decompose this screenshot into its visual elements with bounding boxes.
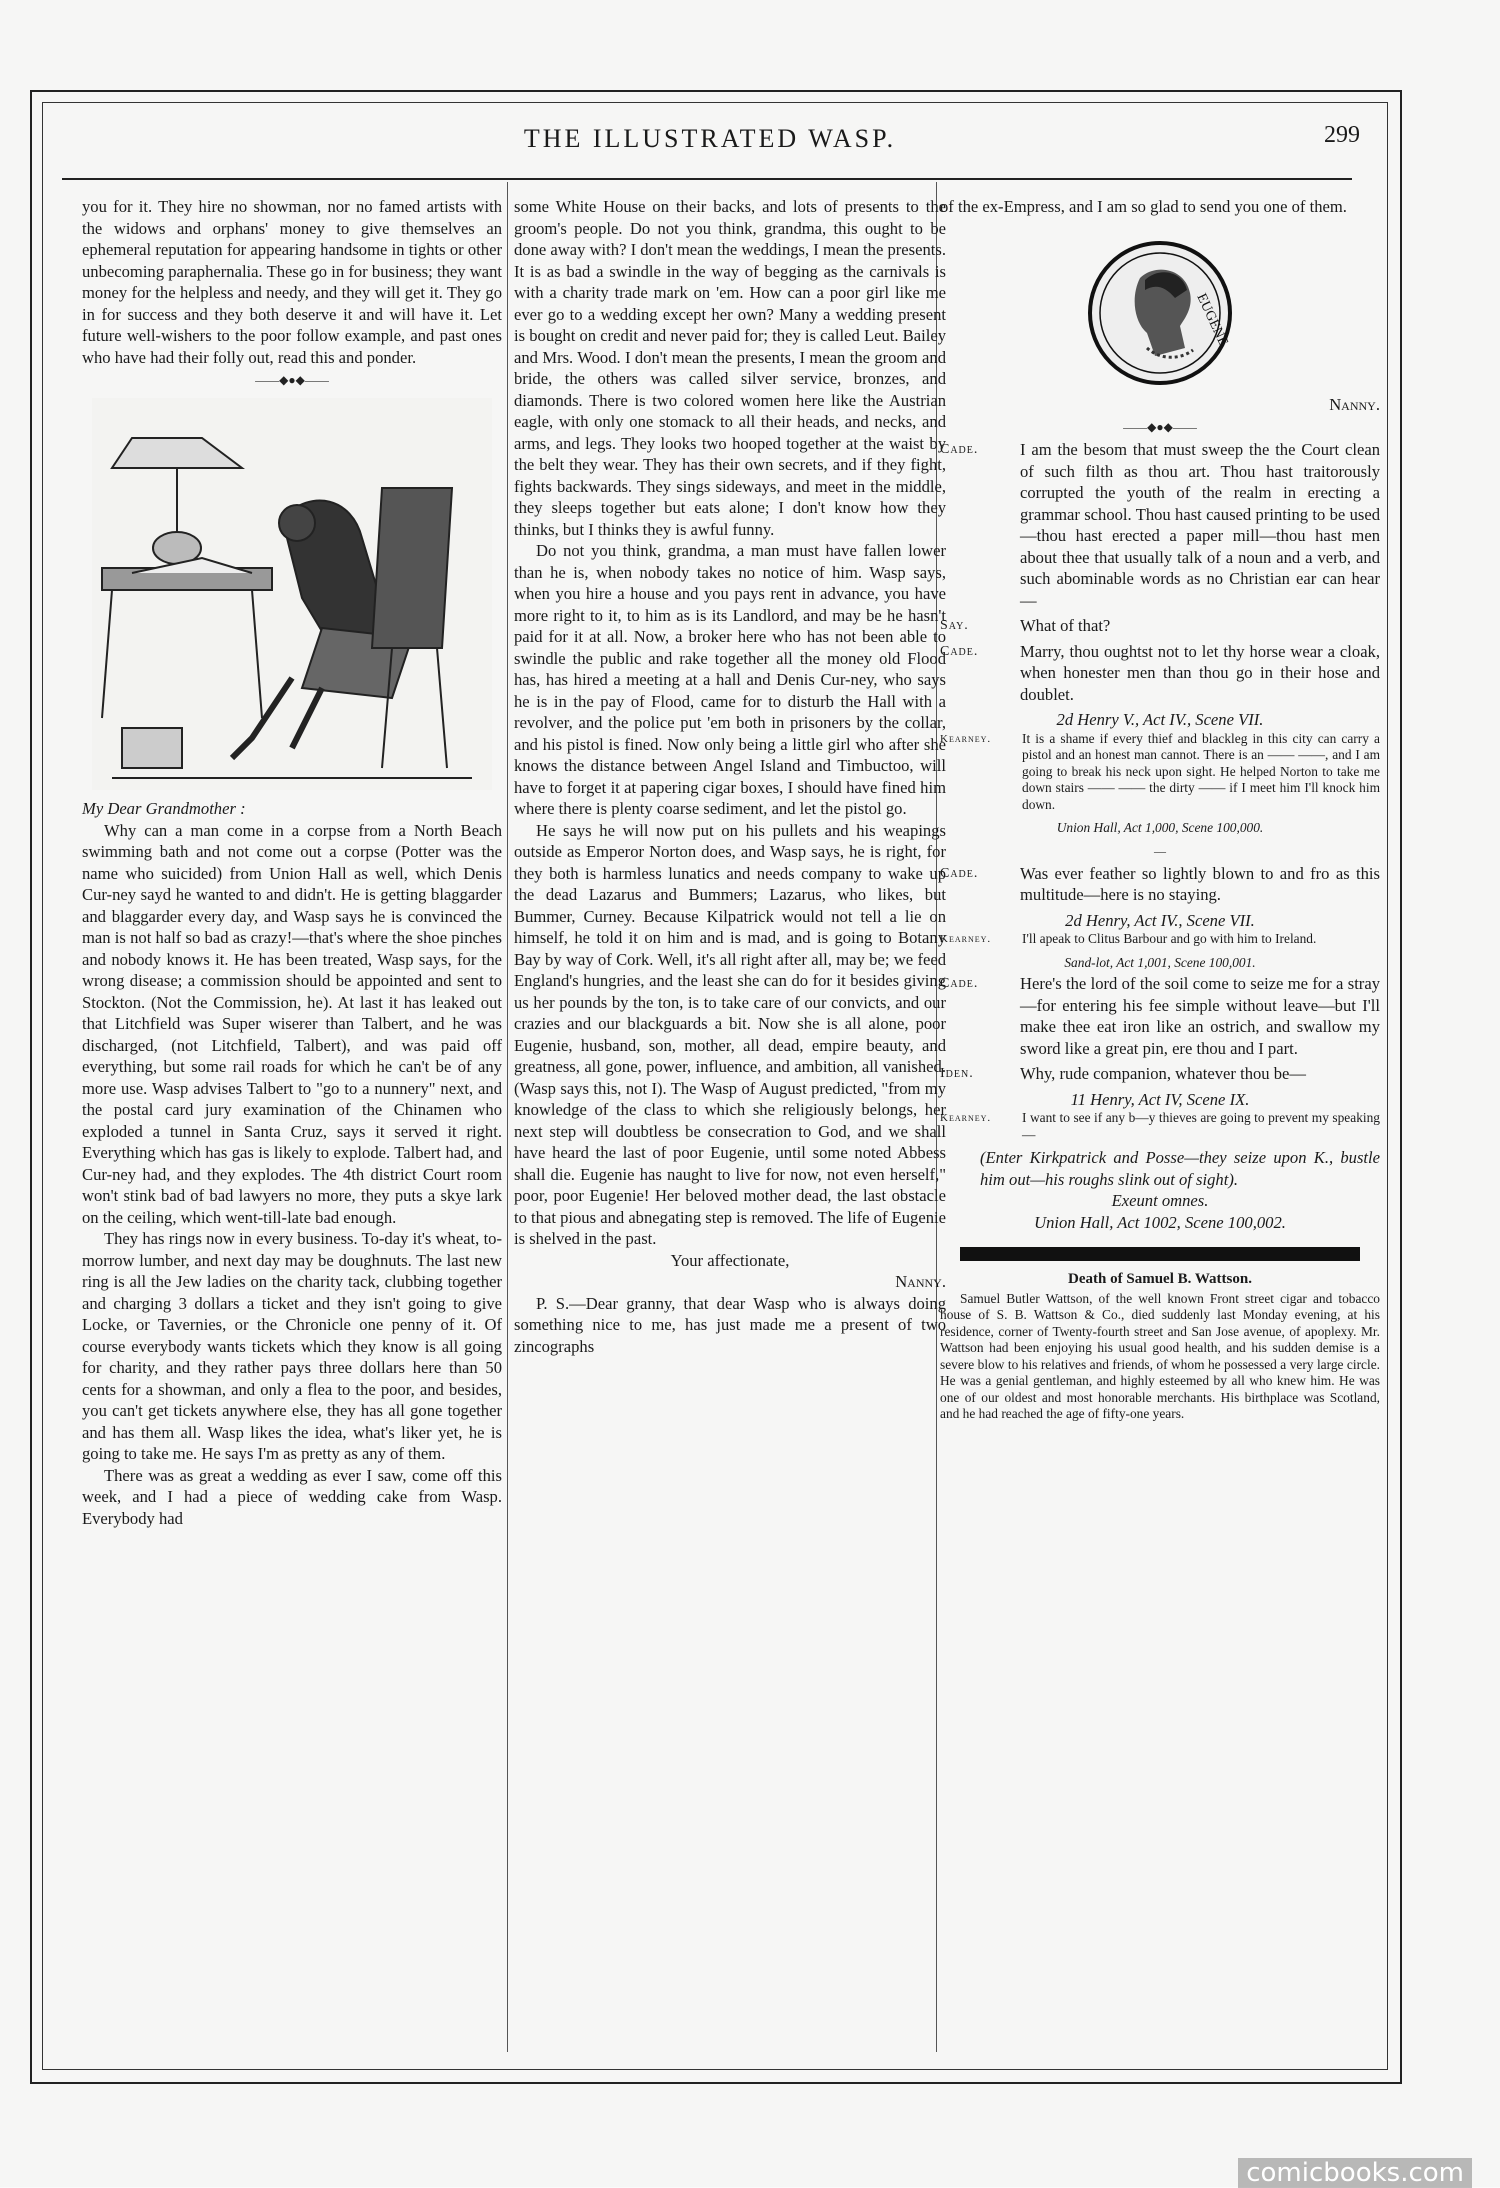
speech-cade-4 [940, 973, 1380, 1059]
speech-text: Why, rude companion, whatever thou be— [1020, 1064, 1306, 1083]
col3-intro: of the ex-Empress, and I am so glad to send you one of them. [940, 197, 1347, 216]
dash-divider: — [1154, 843, 1166, 858]
site-watermark: comicbooks.com [1238, 2158, 1472, 2188]
col2-paragraph-1: some White House on their backs, and lots of presents to the groom's people. Do not you think, grandma, this ought to be done away with? I don't mean the weddings, I mean the presents. It is as bad a swindle in the way of begging as the carnivals is with a charity trade mark on 'em. How can a poor girl like me ever go to a wedding except her own? Many a wedding present is bought on credit and never paid for; they is called Leut. Bailey and Mrs. Wood. I don't mean the presents, I mean the groom and bride, the others was called silver service, bronzes, and diamonds. There is two colored women here like the Austrian eagle, with only one stomack to all their heads, and necks, and arms, and legs. They looks two hooped together at the waist by the belt they wear. They has their own secrets, and if they fight, fights backwards. They sings sideways, and meet in the middle, they sleeps together but eats alone; I don't know how they thinks, but I thinks they is awful funny. [514, 197, 946, 539]
citation-5: 11 Henry, Act IV, Scene IX. [1070, 1089, 1250, 1109]
stage-direction: (Enter Kirkpatrick and Posse—they seize upon K., bustle him out—his roughs slink out of sight). [980, 1148, 1380, 1189]
medallion-signature: Nanny. [1329, 394, 1380, 414]
speaker-name: Kearney. [940, 1112, 992, 1124]
obituary-title: Death of Samuel B. Wattson. [1068, 1271, 1252, 1287]
citation-6: Union Hall, Act 1002, Scene 100,002. [1034, 1212, 1286, 1232]
ornament-divider: ——◆●◆—— [255, 373, 329, 387]
citation-1: 2d Henry V., Act IV., Scene VII. [1056, 710, 1264, 729]
letter-signature: Nanny. [895, 1272, 946, 1291]
speech-text: It is a shame if every thief and blackleg in this city can carry a pistol and an honest man cannot. There is an —— ——, and I am going to break his neck upon sight. He helped Norton to take me down stairs —— —— the dirty —— if I meet him I'll knock him down. [1022, 730, 1380, 812]
heavy-rule [960, 1247, 1360, 1261]
citation-2: Union Hall, Act 1,000, Scene 100,000. [1056, 820, 1264, 835]
salutation: My Dear Grandmother : [82, 799, 246, 818]
speech-cade-2 [940, 641, 1380, 706]
speech-kearney-3 [940, 1110, 1380, 1143]
woman-reading-illustration [92, 398, 492, 790]
eugenie-medallion [1085, 238, 1235, 388]
speech-kearney-2 [940, 931, 1380, 948]
speech-text: Was ever feather so lightly blown to and fro as this multitude—here is no staying. [1020, 863, 1380, 904]
speaker-name: Cade. [940, 442, 979, 457]
ornament-divider-2: ——◆●◆—— [1123, 420, 1197, 434]
speaker-name: Cade. [940, 865, 979, 881]
citation-3: 2d Henry, Act IV., Scene VII. [1065, 910, 1255, 930]
speech-text: Marry, thou oughtst not to let thy horse wear a cloak, when honester men than thou go in their hose and doublet. [1020, 641, 1380, 704]
speaker-name: Iden. [940, 1066, 974, 1081]
col2-paragraph-2: Do not you think, grandma, a man must have fallen lower than he is, when nobody takes no notice of him. Wasp says, when you hire a house and you pays rent in advance, you have more right to it, to him as is its Landlord, and may be he hasn't paid for it at all. Now, a broker here who has not been able to swindle the public and rake together all the money old Flood has, has hired a meeting at a hall and Denis Cur-ney, who says he is in the pay of Flood, came for to disturb the Hall with a revolver, and the police put 'em both in prisoners by the collar, and his pistol is fined. Now only being a little girl who after she knows the distance between Angel Island and Timbuctoo, will have to forget it at papering cigar boxes, I should have fined him where there is plenty coarse sediment, and let the pistol go. [514, 541, 946, 818]
header-rule [62, 178, 1352, 180]
column-1 [82, 196, 502, 1529]
speech-text: I am the besom that must sweep the the Court clean of such filth as thou art. Thou hast traitorously corrupted the youth of the realm in erecting a grammar school. Thou hast caused printing to be used—thou hast erected a paper mill—thou hast men about thee that usually talk of a noun and a verb, and such abominable words as no Christian ear can hear— [1020, 440, 1380, 610]
speech-kearney-1 [940, 731, 1380, 814]
col2-paragraph-3: He says he will now put on his pullets and his weapings outside as Emperor Norton does, and Wasp says, he is right, for they both is harmless lunatics and needs company to wake up the dead Lazarus and Bummers; Lazarus, who likes, but Bummer, Curney. Because Kilpatrick would not tell a lie on himself, he told it on him and is mad, and is going to Botany Bay by way of Cork. Well, it's all right after all, may be; we feed England's hungries, and the least she can do for it besides giving us her pounds by the ton, is to take care of our convicts, and our crazies and our blackguards a bit. Now she is all alone, poor Eugenie, husband, son, mother, all dead, empire beauty, and greatness, all gone, power, influence, and ambition, all vanished. (Wasp says this, not I). The Wasp of August predicted, "from my knowledge of the class to which she religiously belongs, her next step will doubtless be consecration to God, and we shall have heard the last of poor Eugenie, until some noted Abbess shall die. Eugenie has naught to live for now, not even herself," poor, poor Eugenie! Her beloved mother dead, the last obstacle to that pious and abnegating step is removed. The life of Eugenie is shelved in the past. [514, 820, 946, 1248]
publication-title: THE ILLUSTRATED WASP. [523, 124, 897, 153]
exeunt: Exeunt omnes. [1111, 1191, 1209, 1210]
medallion-inscription: EUGENE [1193, 290, 1231, 348]
speech-say [940, 615, 1380, 637]
col1-paragraph-1: Why can a man come in a corpse from a North Beach swimming bath and not come out a corpse (Potter was the name who suicided) from Union Hall as well, which Denis Cur-ney sayd he wanted to and didn't. He is getting blaggarder and blaggarder every day, and Wasp says he is convinced the man is not half so bad as crazy!—that's where the shoe pinches and nobody knows it. He has been treated, Wasp says, for the wrong disease; a commission should be appointed and sent to Stockton. (Not the Commission, he). At last it has leaked out that Litchfield was Super wiserer than Talbert, and he was discharged, (not Litchfield, Talbert), and was paid off everything, but some rail roads for which he can't be of any more use. Wasp advises Talbert to "go to a nunnery" next, and the postal card jury examination of the Chinamen who exploded a tunnel in Santa Cruz, says it served it right. Everything which has gas is likely to explode. Talbert had, and Cur-ney had, and they explodes. The 4th district Court room won't stink bad of bad lawyers no more, they puts a skye lark on the ceiling, which went-till-late bad enough. [82, 820, 502, 1227]
speech-text: What of that? [1020, 616, 1111, 635]
col1-intro: you for it. They hire no showman, nor no famed artists with the widows and orphans' money to give themselves an ephemeral reputation for appearing handsome in tights or other unbecoming paraphernalia. These go in for business; they want money for the helpless and needy, and they will get it. They go in for success and they both deserve it and will have it. Let future well-wishers to the poor follow example, and past ones who have had their folly out, read this and ponder. [82, 197, 502, 367]
speaker-name: Kearney. [940, 933, 992, 945]
citation-4: Sand-lot, Act 1,001, Scene 100,001. [1064, 954, 1256, 970]
postscript: P. S.—Dear granny, that dear Wasp who is always doing something nice to me, has just made me a present of two zincographs [514, 1293, 946, 1356]
page-header [60, 118, 1360, 158]
col1-paragraph-3: There was as great a wedding as ever I saw, come off this week, and I had a piece of wedding cake from Wasp. Everybody had [82, 1465, 502, 1528]
speech-text: I'll apeak to Clitus Barbour and go with him to Ireland. [1022, 931, 1317, 946]
column-3 [940, 196, 1380, 1423]
speech-cade-1 [940, 439, 1380, 611]
letter-closing: Your affectionate, [670, 1250, 790, 1270]
column-rule-1 [507, 182, 508, 2052]
speaker-name: Say. [940, 618, 969, 633]
speech-iden [940, 1063, 1380, 1085]
speech-text: Here's the lord of the soil come to seize me for a stray—for entering his fee simple without leave—but I'll make thee eat iron like an ostrich, and swallow my sword like a great pin, ere thou and I part. [1020, 974, 1380, 1058]
speaker-name: Kearney. [940, 732, 992, 745]
obituary-text: Samuel Butler Wattson, of the well known Front street cigar and tobacco house of S. B. Wattson & Co., died suddenly last Monday evening, at his residence, corner of Twenty-fourth street and San Jose avenue, of apoplexy. Mr. Wattson had been enjoying his usual good health, and his sudden demise is a severe blow to his relatives and friends, of whom he possessed a very large circle. He was a genial gentleman, and highly esteemed by all who knew him. He was one of our oldest and most honorable merchants. His birthplace was Scotland, and he had reached the age of fifty-one years. [940, 1290, 1380, 1421]
column-2 [514, 196, 946, 1357]
page-number: 299 [1324, 122, 1360, 148]
speech-text: I want to see if any b—y thieves are going to prevent my speaking— [1022, 1110, 1380, 1142]
speaker-name: Cade. [940, 976, 979, 991]
speech-cade-3 [940, 863, 1380, 906]
col1-paragraph-2: They has rings now in every business. To-day it's wheat, to-morrow lumber, and next day may be doughnuts. The last new ring is all the Jew ladies on the charity tack, clubbing together and charging 3 dollars a ticket and they isn't going to give Locke, or Tavernies, or the Chronicle one penny of it. Of course everybody wants tickets which they know is all going for charity, and they rather pays three dollars here than 50 cents for a showman, and only a flea to the poor, and besides, you can't get tickets anywhere else, they has all gone together and has them all. Wasp likes the idea, what's liker yet, he is going to take me. He says I'm as pretty as any of them. [82, 1229, 502, 1463]
speaker-name: Cade. [940, 643, 979, 659]
